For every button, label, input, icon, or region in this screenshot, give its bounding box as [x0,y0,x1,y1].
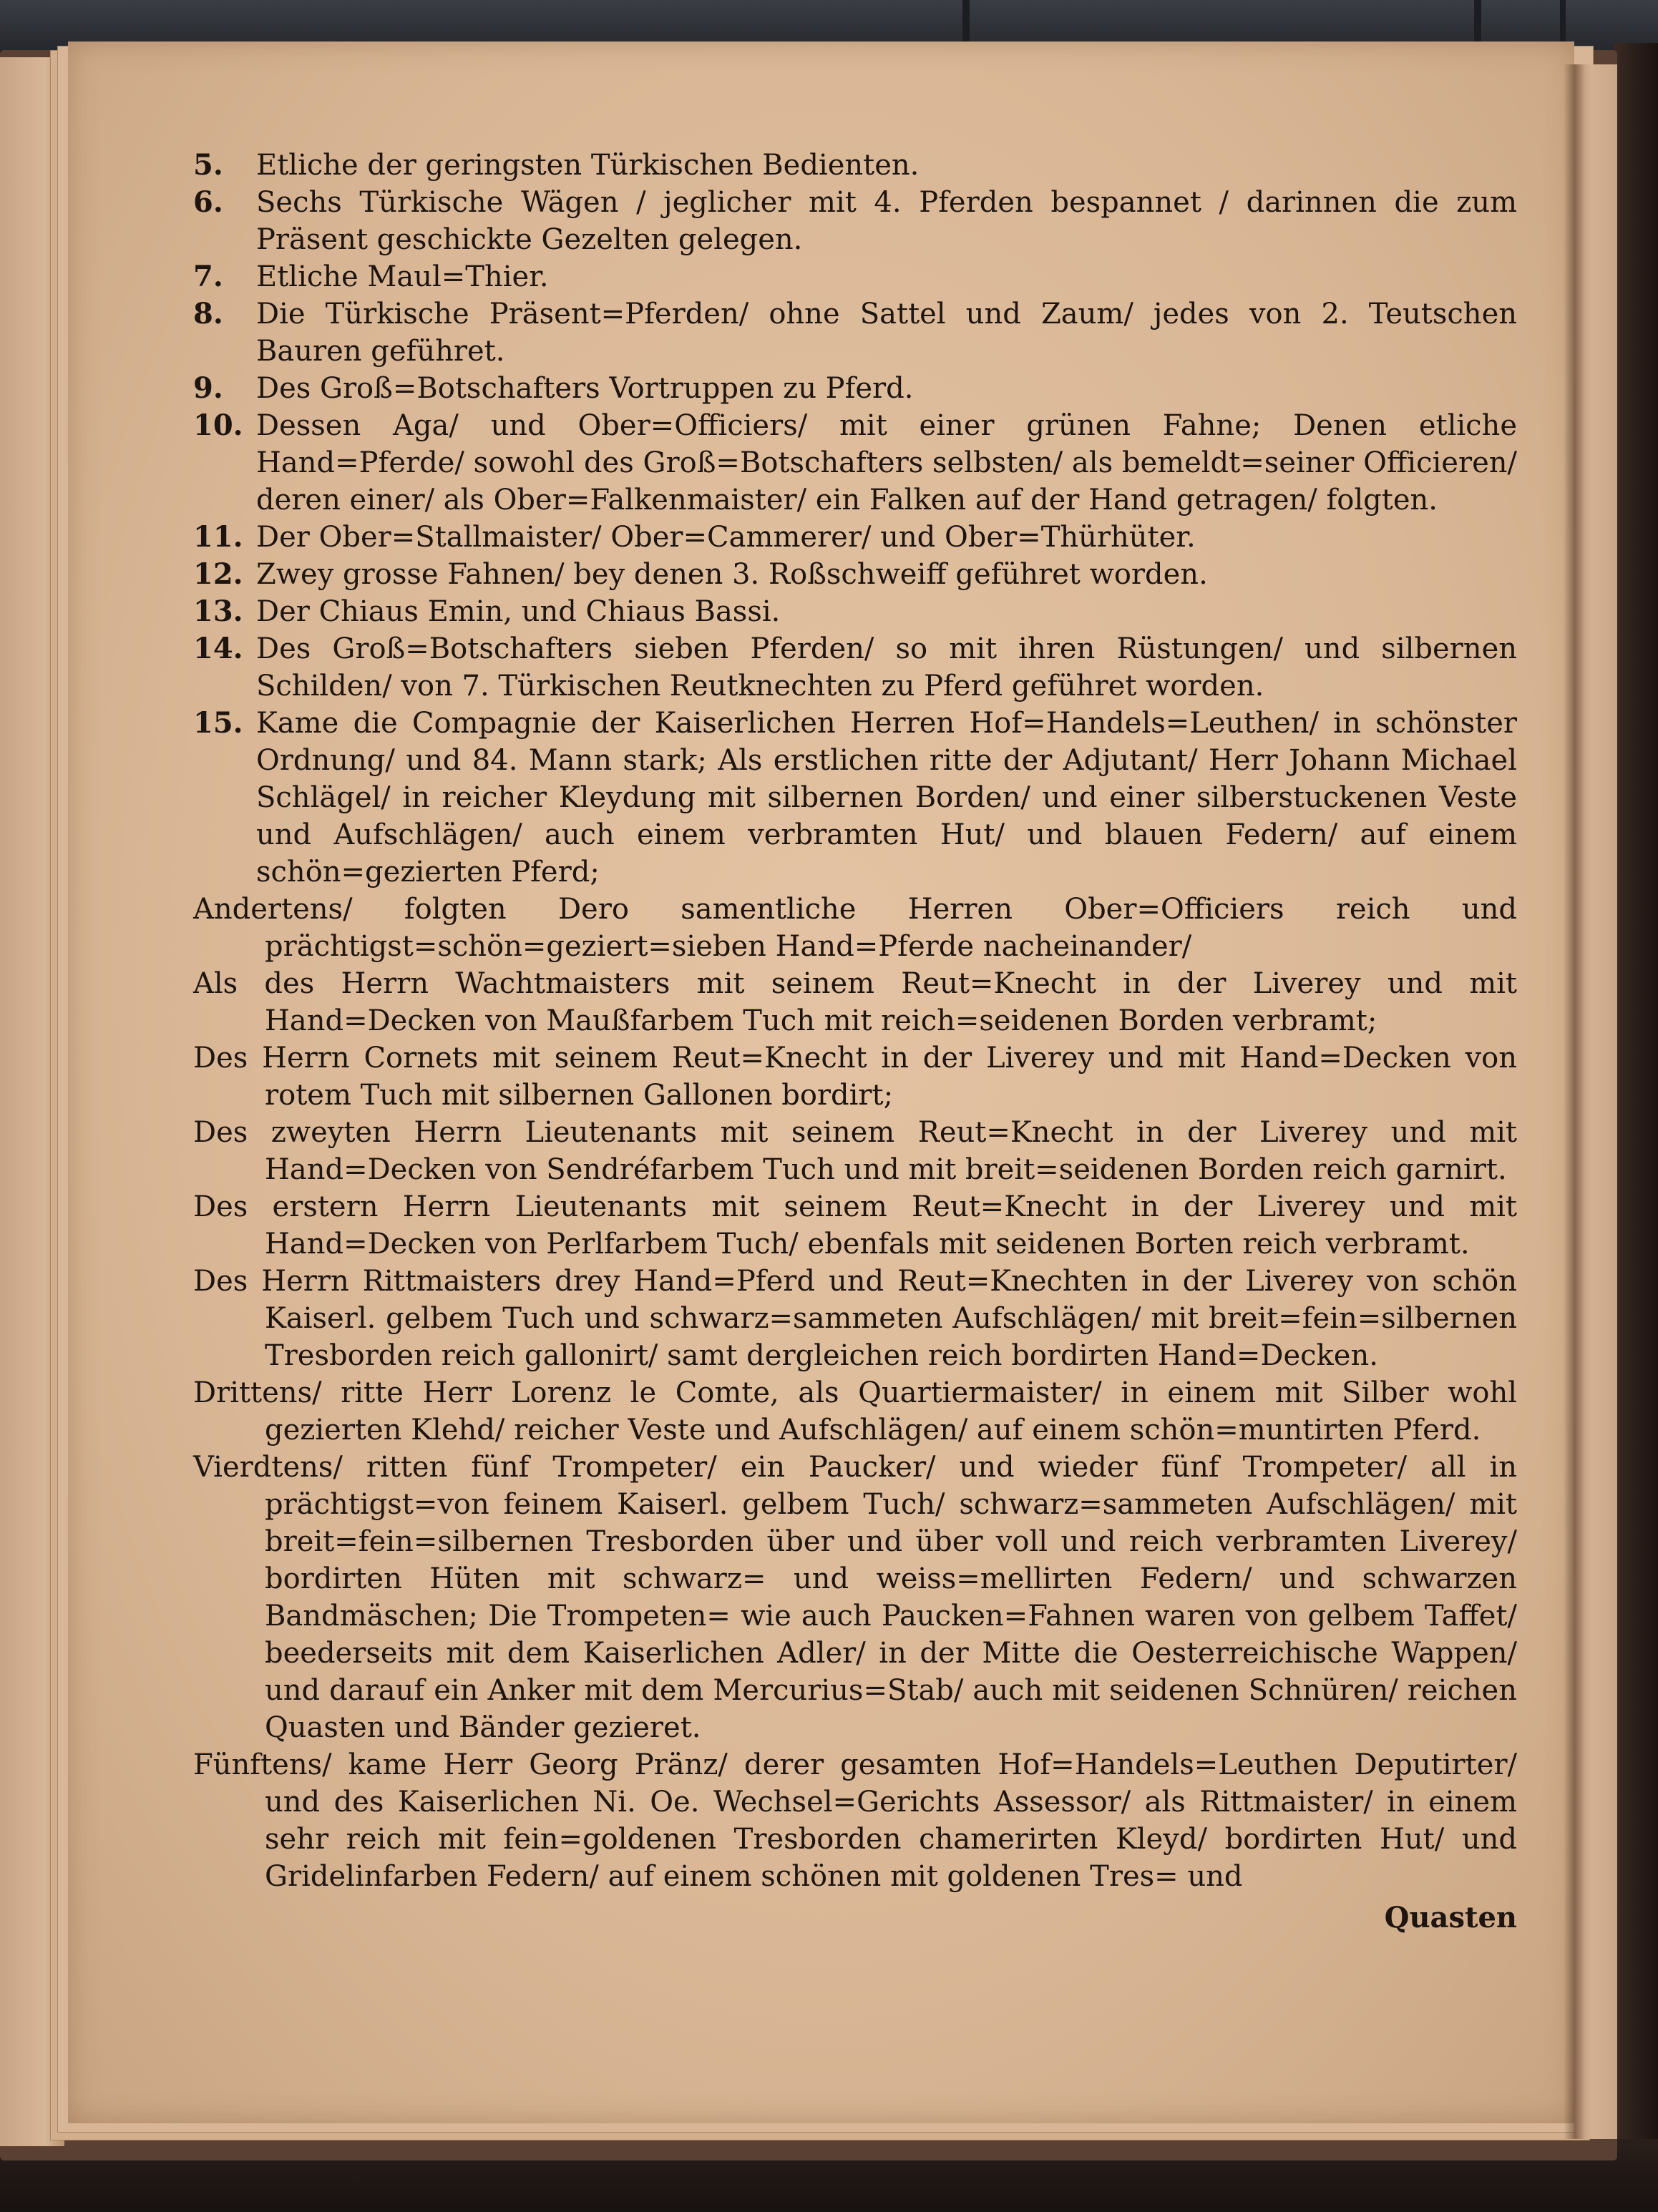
catchword: Quasten [1384,1901,1517,1934]
list-item: 11. Der Ober=Stallmaister/ Ober=Cammerer/ und Ober=Thürhüter. [193,520,1196,554]
list-item: 15. Kame die Compagnie der Kaiserlichen Herren Hof=Handels=Leuthen/ in schönster Ordnung/ und 84. Mann stark; Als erstlichen ritte der Adjutant/ Herr Johann Michael Schlägel/ in reicher Kleydung mit silbernen Borden/ und einer silberstuckenen Veste und Aufschlägen/ auch einem verbramten Hut/ und blauen Federn/ auf einem schön=gezierten Pferd; [193,706,1517,889]
paragraph: Drittens/ ritte Herr Lorenz le Comte, als Quartiermaister/ in einem mit Silber wohl gezierten Klehd/ reicher Veste und Aufschlägen/ auf einem schön=muntirten Pferd. [193,1376,1517,1447]
scanner-background-right [1614,43,1658,2212]
paragraph: Des Herrn Cornets mit seinem Reut=Knecht in der Liverey und mit Hand=Decken von rotem Tuch mit silbernen Gallonen bordirt; [193,1042,1517,1112]
list-item: 10. Dessen Aga/ und Ober=Officiers/ mit einer grünen Fahne; Denen etliche Hand=Pferde/ sowohl des Groß=Botschafters selbsten/ als bemeldt=seiner Officieren/ deren einer/ als Ober=Falkenmaister/ ein Falken auf der Hand getragen/ folgten. [193,408,1517,517]
list-item: 9. Des Groß=Botschafters Vortruppen zu Pferd. [193,371,914,405]
list-item: 8. Die Türkische Präsent=Pferden/ ohne Sattel und Zaum/ jedes von 2. Teutschen Bauren geführet. [193,297,1517,368]
paragraph: Andertens/ folgten Dero samentliche Herren Ober=Officiers reich und prächtigst=schön=geziert=sieben Hand=Pferde nacheinander/ [193,893,1517,963]
list-item: 14. Des Groß=Botschafters sieben Pferden/ so mit ihren Rüstungen/ und silbernen Schilden/ von 7. Türkischen Reutknechten zu Pferd geführet worden. [193,632,1517,703]
paragraph: Des Herrn Rittmaisters drey Hand=Pferd und Reut=Knechten in der Liverey von schön Kaiserl. gelbem Tuch und schwarz=sammeten Aufschlägen/ mit breit=fein=silbernen Tresborden reich gallonirt/ samt dergleichen reich bordirten Hand=Decken. [193,1265,1517,1372]
paragraph: Als des Herrn Wachtmaisters mit seinem Reut=Knecht in der Liverey und mit Hand=Decken von Maußfarbem Tuch mit reich=seidenen Borden verbramt; [193,967,1517,1037]
list-item: 5. Etliche der geringsten Türkischen Bedienten. [193,148,920,182]
list-item: 13. Der Chiaus Emin, und Chiaus Bassi. [193,594,781,628]
paragraph: Vierdtens/ ritten fünf Trompeter/ ein Paucker/ und wieder fünf Trompeter/ all in prächtigst=von feinem Kaiserl. gelbem Tuch/ schwarz=sammeten Aufschlägen/ mit breit=fein=silbernen Tresborden über und über voll und reich verbramten Liverey/ bordirten Hüten mit schwarz= und weiss=mellirten Federn/ und schwarzen Bandmäschen; Die Trompeten= wie auch Paucken=Fahnen waren von gelbem Taffet/ beederseits mit dem Kaiserlichen Adler/ in der Mitte die Oesterreichische Wappen/ und darauf ein Anker mit dem Mercurius=Stab/ auch mit seidenen Schnüren/ reichen Quasten und Bänder gezieret. [193,1451,1517,1744]
paragraph: Fünftens/ kame Herr Georg Pränz/ derer gesamten Hof=Handels=Leuthen Deputirter/ und des Kaiserlichen Ni. Oe. Wechsel=Gerichts Assessor/ als Rittmaister/ in einem sehr reich mit fein=goldenen Tresborden chamerirten Kleyd/ bordirten Hut/ und Gridelinfarben Federn/ auf einem schönen mit goldenen Tres= und [193,1748,1517,1893]
paragraph: Des zweyten Herrn Lieutenants mit seinem Reut=Knecht in der Liverey und mit Hand=Decken von Sendréfarbem Tuch und mit breit=seidenen Borden reich garnirt. [193,1116,1517,1186]
list-item: 6. Sechs Türkische Wägen / jeglicher mit 4. Pferden bespannet / darinnen die zum Präsent geschickte Gezelten gelegen. [193,185,1517,256]
list-item: 12. Zwey grosse Fahnen/ bey denen 3. Roßschweiff geführet worden. [193,557,1208,591]
page-gutter [1564,64,1585,2139]
list-item: 7. Etliche Maul=Thier. [193,260,549,293]
page-text [193,147,1517,1937]
paragraph: Des erstern Herrn Lieutenants mit seinem Reut=Knecht in der Liverey und mit Hand=Decken von Perlfarbem Tuch/ ebenfals mit seidenen Borten reich verbramt. [193,1190,1517,1261]
